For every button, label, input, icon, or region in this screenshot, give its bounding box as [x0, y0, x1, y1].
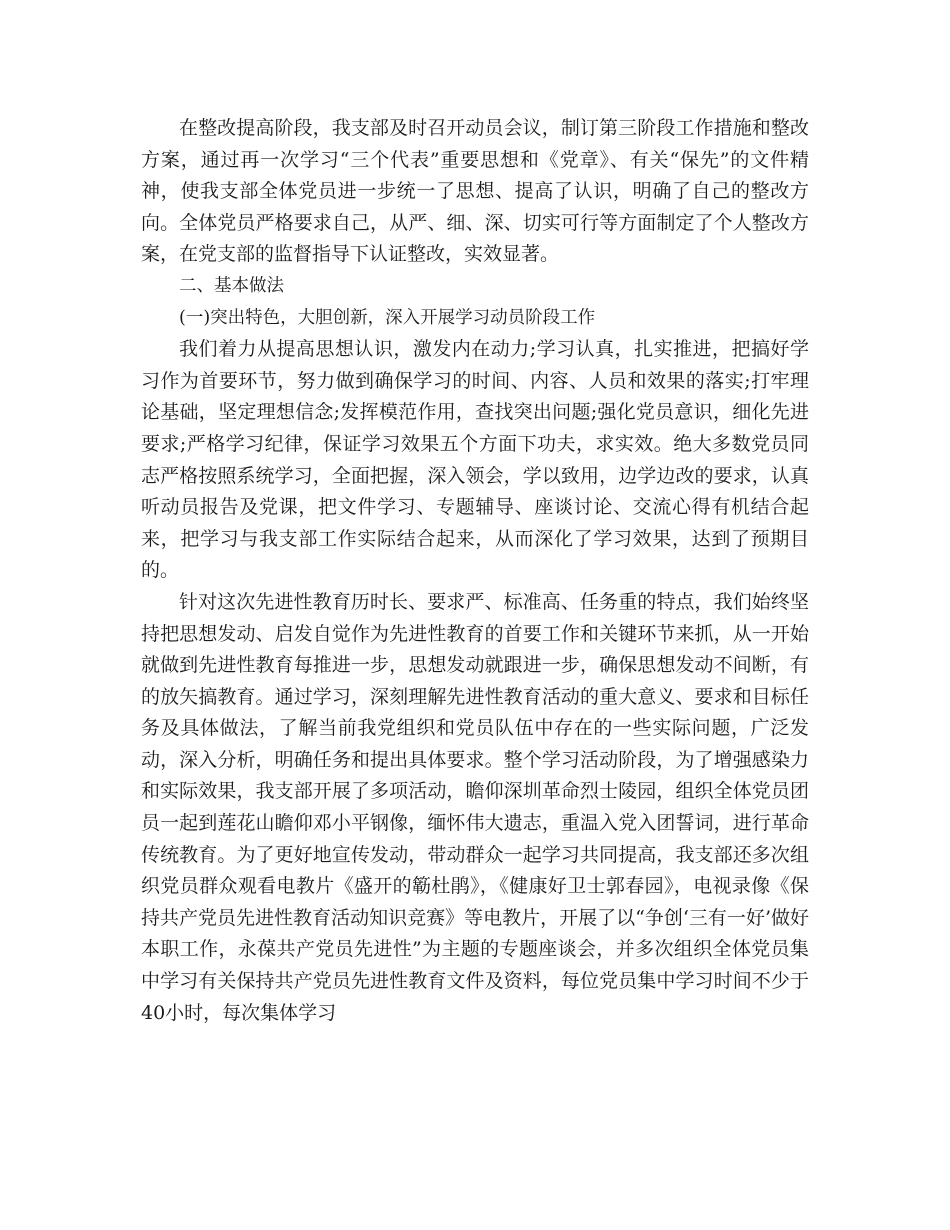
paragraph-rectification: 在整改提高阶段，我支部及时召开动员会议，制订第三阶段工作措施和整改方案，通过再一次学习“三个代表”重要思想和《党章》、有关“保先”的文件精神，使我支部全体党员进一步统一了思想、提高了认识，明确了自己的整改方向。全体党员严格要求自己，从严、细、深、切实可行等方面制定了个人整改方案，在党支部的监督指导下认证整改，实效显著。 [141, 117, 809, 266]
paragraph-study-efforts: 我们着力从提高思想认识，激发内在动力;学习认真，扎实推进，把搞好学习作为首要环节，努力做到确保学习的时间、内容、人员和效果的落实;打牢理论基础，坚定理想信念;发挥模范作用，查找突出问题;强化党员意识，细化先进要求;严格学习纪律，保证学习效果五个方面下功夫，求实效。绝大多数党员同志严格按照系统学习，全面把握，深入领会，学以致用，边学边改的要求，认真听动员报告及党课，把文件学习、专题辅导、座谈讨论、交流心得有机结合起来，把学习与我支部工作实际结合起来，从而深化了学习效果，达到了预期目的。 [141, 338, 809, 582]
paragraph-advanced-education: 针对这次先进性教育历时长、要求严、标准高、任务重的特点，我们始终坚持把思想发动、启发自觉作为先进性教育的首要工作和关键环节来抓，从一开始就做到先进性教育每推进一步，思想发动就跟进一步，确保思想发动不间断，有的放矢搞教育。通过学习，深刻理解先进性教育活动的重大意义、要求和目标任务及具体做法，了解当前我党组织和党员队伍中存在的一些实际问题，广泛发动，深入分析，明确任务和提出具体要求。整个学习活动阶段，为了增强感染力和实际效果，我支部开展了多项活动，瞻仰深圳革命烈士陵园，组织全体党员团员一起到莲花山瞻仰邓小平钢像，缅怀伟大遗志，重温入党入团誓词，进行革命传统教育。为了更好地宣传发动，带动群众一起学习共同提高，我支部还多次组织党员群众观看电教片《盛开的簕杜鹃》，《健康好卫士郭春园》，电视录像《保持共产党员先进性教育活动知识竞赛》等电教片，开展了以“争创‘三有一好’做好本职工作，永葆共产党员先进性”为主题的专题座谈会，并多次组织全体党员集中学习有关保持共产党员先进性教育文件及资料，每位党员集中学习时间不少于40小时，每次集体学习 [141, 590, 809, 1024]
subsection-heading-study-mobilization: (一)突出特色，大胆创新，深入开展学习动员阶段工作 [179, 307, 596, 328]
document-body [141, 113, 809, 1029]
section-heading-basic-methods: 二、基本做法 [179, 275, 284, 296]
